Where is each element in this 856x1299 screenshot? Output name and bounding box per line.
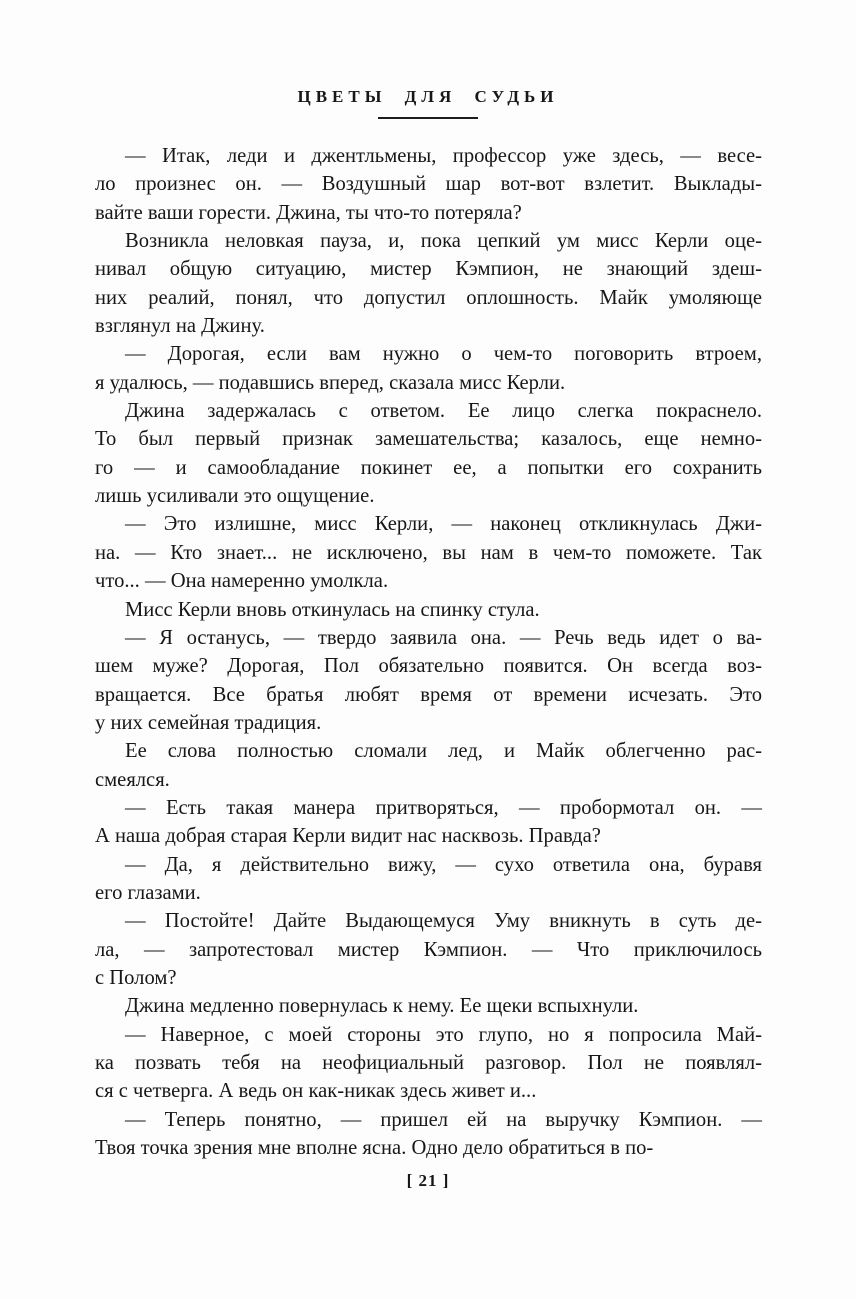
text-line: ся с четверга. А ведь он как-никак здесь живет и... [95,1080,537,1103]
text-line: взглянул на Джину. [95,315,265,338]
text-line: — Дорогая, если вам нужно о чем-то поговорить втроем, [125,343,762,366]
text-line: на. — Кто знает... не исключено, вы нам в чем-то поможете. Так [95,541,762,564]
text-line: — Постойте! Дайте Выдающемуся Уму вникнуть в суть де- [125,910,762,933]
text-line: что... — Она намеренно умолкла. [95,570,389,593]
paragraph [95,737,762,794]
text-line: Мисс Керли вновь откинулась на спинку стула. [125,598,540,621]
text-line: То был первый признак замешательства; казалось, еще немно- [95,428,762,451]
text-line: них реалий, понял, что допустил оплошность. Майк умоляюще [95,286,762,309]
text-line: Твоя точка зрения мне вполне ясна. Одно дело обратиться в по- [95,1137,654,1160]
text-line: ка позвать тебя на неофициальный разговор. Пол не появлял- [95,1052,762,1074]
text-line: — Я останусь, — твердо заявила она. — Речь ведь идет о ва- [125,626,762,649]
paragraph [95,624,762,737]
text-line: Ее слова полностью сломали лед, и Майк облегченно рас- [125,740,762,763]
text-line: его глазами. [95,881,201,904]
text-line: нивал общую ситуацию, мистер Кэмпион, не знающий здеш- [95,258,762,281]
paragraph [95,510,762,595]
text-line: лишь усиливали это ощущение. [95,485,375,508]
text-line: с Полом? [95,966,177,989]
paragraph [95,1021,762,1106]
paragraph [95,1106,762,1163]
text-block [95,142,762,1162]
paragraph [95,907,762,992]
text-line: ла, — запротестовал мистер Кэмпион. — Что приключилось [95,938,762,961]
paragraph [95,794,762,851]
paragraph [95,596,762,624]
paragraph [95,851,762,908]
text-line: — Итак, леди и джентльмены, профессор уже здесь, — весе- [125,145,762,167]
text-line: Джина медленно повернулась к нему. Ее щеки вспыхнули. [125,995,639,1018]
text-line: го — и самообладание покинет ее, а попытки его сохранить [95,456,762,479]
text-line: вращается. Все братья любят время от времени исчезать. Это [95,683,762,706]
text-line: я удалюсь, — подавшись вперед, сказала мисс Керли. [95,371,566,394]
paragraph [95,340,762,397]
text-line: — Есть такая манера притворяться, — пробормотал он. — [125,796,762,819]
text-line: ло произнес он. — Воздушный шар вот-вот взлетит. Выклады- [95,173,762,196]
text-line: шем муже? Дорогая, Пол обязательно появится. Он всегда воз- [95,655,762,678]
header-rule-divider [378,117,478,119]
text-line: — Теперь понятно, — пришел ей на выручку Кэмпион. — [125,1108,762,1131]
text-line: Возникла неловкая пауза, и, пока цепкий ум мисс Керли оце- [125,230,762,253]
paragraph [95,142,762,227]
paragraph [95,397,762,510]
running-head: ЦВЕТЫ ДЛЯ СУДЬИ [297,87,559,106]
text-line: у них семейная традиция. [95,711,322,734]
text-line: Джина задержалась с ответом. Ее лицо слегка покраснело. [125,400,762,423]
page-number: [ 21 ] [406,1171,450,1190]
text-line: — Да, я действительно вижу, — сухо ответила она, буравя [125,853,762,876]
text-line: смеялся. [95,768,170,791]
text-line: А наша добрая старая Керли видит нас насквозь. Правда? [95,825,601,848]
text-line: вайте ваши горести. Джина, ты что-то потеряла? [95,201,522,224]
paragraph [95,227,762,340]
text-line: — Наверное, с моей стороны это глупо, но я попросила Май- [125,1023,762,1046]
text-line: — Это излишне, мисс Керли, — наконец откликнулась Джи- [125,513,762,536]
paragraph [95,992,762,1020]
